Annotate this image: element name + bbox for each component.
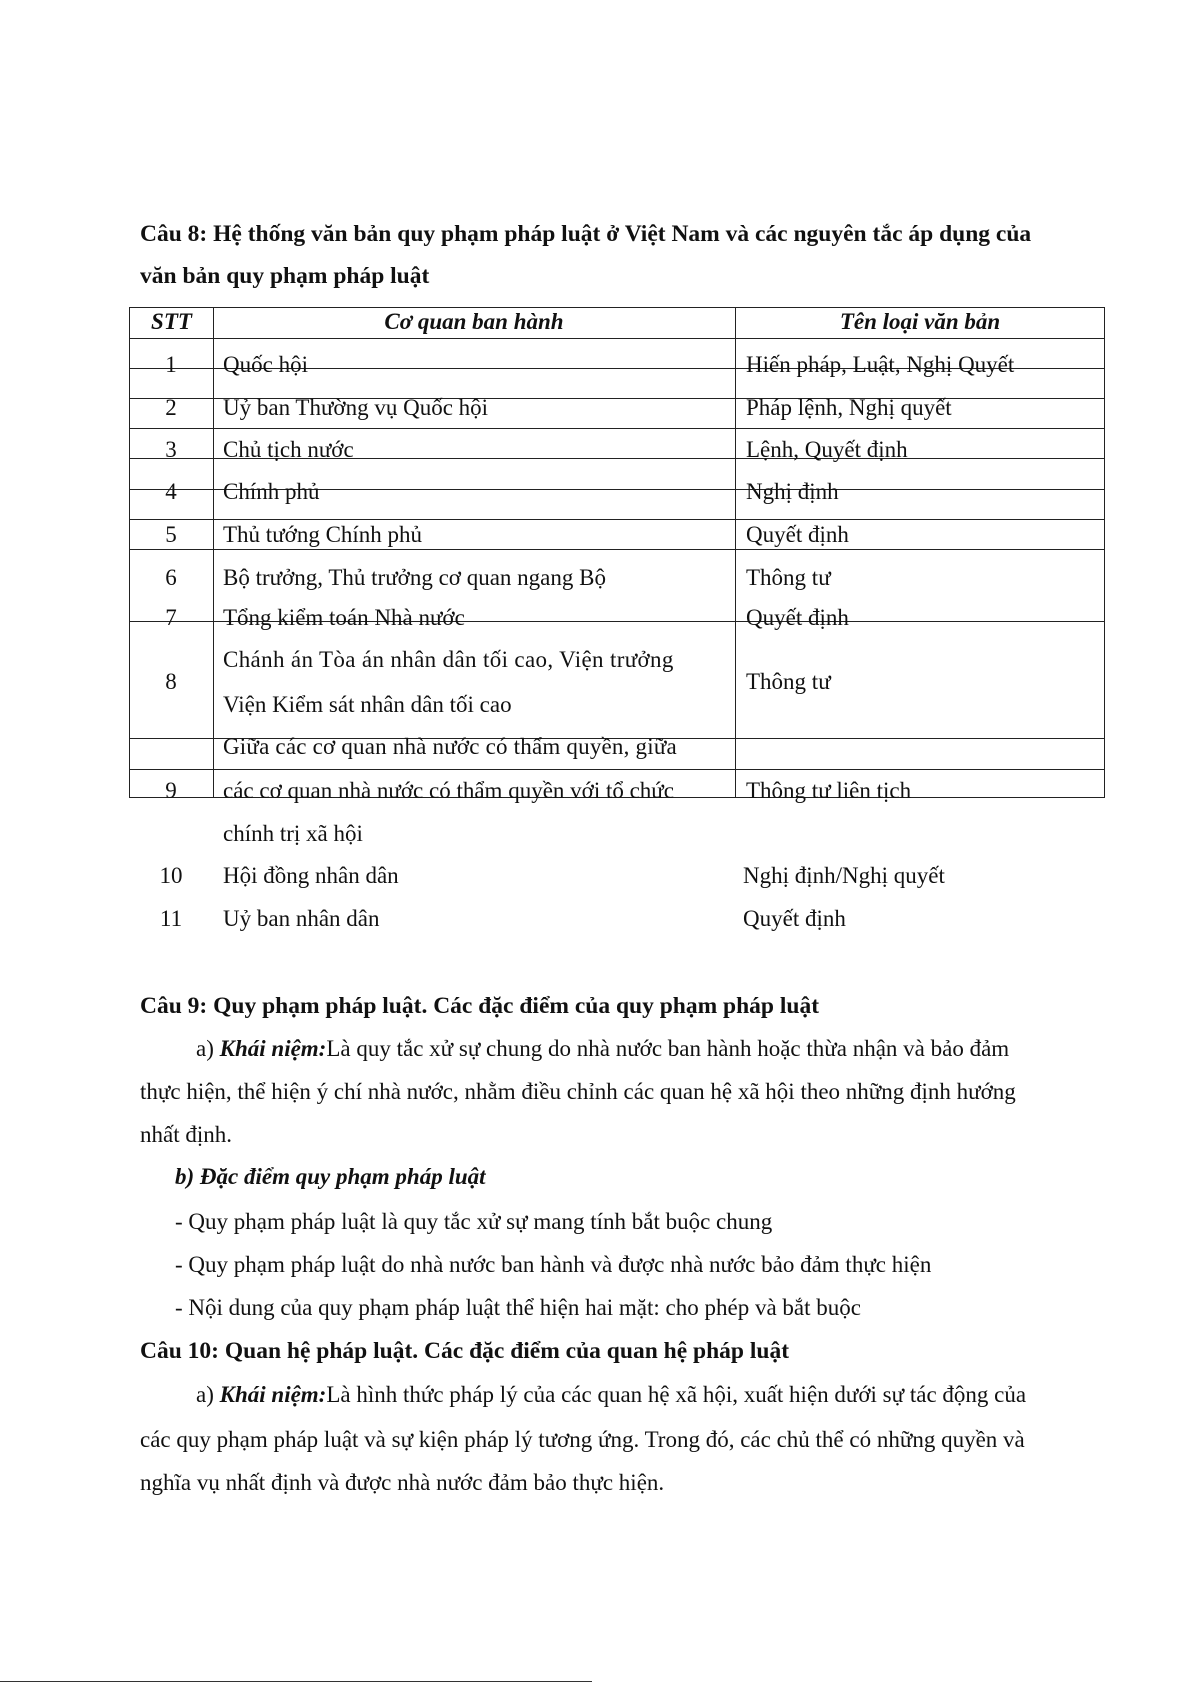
table-row-divider — [130, 519, 1104, 520]
table-cell-agency: Hội đồng nhân dân — [223, 863, 399, 888]
table-cell-stt: 8 — [165, 669, 177, 694]
table-cell-agency: Bộ trưởng, Thủ trưởng cơ quan ngang Bộ — [223, 565, 606, 590]
table-row-divider — [130, 338, 1104, 339]
cau9-a-prefix: a) — [196, 1036, 220, 1061]
table-cell-agency: chính trị xã hội — [223, 821, 363, 846]
table-cell-stt: 11 — [159, 906, 183, 931]
table-cell-agency: Uỷ ban nhân dân — [223, 906, 380, 931]
cau9-a-text: Là quy tắc xử sự chung do nhà nước ban hành hoặc thừa nhận và bảo đảm — [326, 1036, 1010, 1061]
table-cell-doc-type: Pháp lệnh, Nghị quyết — [746, 395, 952, 420]
table-cell-agency: Uỷ ban Thường vụ Quốc hội — [223, 395, 489, 420]
cau8-title-line1: Câu 8: Hệ thống văn bản quy phạm pháp luật ở Việt Nam và các nguyên tắc áp dụng của — [140, 221, 1032, 247]
document-type-table — [129, 307, 1105, 798]
table-row-divider — [130, 769, 1104, 770]
table-cell-doc-type: Lệnh, Quyết định — [746, 437, 908, 462]
table-cell-agency: Chánh án Tòa án nhân dân tối cao, Viện trưởng — [223, 647, 674, 672]
table-cell-agency: Tổng kiểm toán Nhà nước — [223, 605, 465, 630]
table-cell-doc-type: Hiến pháp, Luật, Nghị Quyết — [746, 352, 1015, 377]
table-cell-stt: 10 — [159, 863, 183, 888]
table-row-divider — [130, 549, 1104, 550]
cau8-title-line2: văn bản quy phạm pháp luật — [140, 263, 430, 289]
table-cell-doc-type: Quyết định — [746, 605, 849, 630]
table-col-divider — [735, 308, 736, 797]
cau10-a-text: Là hình thức pháp lý của các quan hệ xã hội, xuất hiện dưới sự tác động của — [326, 1382, 1027, 1407]
table-cell-agency: Chính phủ — [223, 479, 320, 504]
cau10-definition-line2: các quy phạm pháp luật và sự kiện pháp lý tương ứng. Trong đó, các chủ thể có những quyền và — [140, 1427, 1025, 1452]
table-cell-agency: các cơ quan nhà nước có thẩm quyền với tổ chức — [223, 778, 674, 803]
table-cell-doc-type: Quyết định — [746, 522, 849, 547]
table-cell-doc-type: Thông tư liên tịch — [746, 778, 912, 803]
cau10-title: Câu 10: Quan hệ pháp luật. Các đặc điểm của quan hệ pháp luật — [140, 1338, 790, 1364]
table-header-agency: Cơ quan ban hành — [384, 309, 564, 334]
cau9-definition-line1 — [196, 1035, 1009, 1063]
footer-divider — [0, 1681, 592, 1682]
table-cell-stt: 3 — [165, 437, 177, 462]
table-header-stt: STT — [151, 309, 192, 334]
table-cell-stt: 5 — [165, 522, 177, 547]
table-cell-agency: Viện Kiểm sát nhân dân tối cao — [223, 692, 512, 717]
table-cell-agency: Chủ tịch nước — [223, 437, 354, 462]
cau9-definition-line2: thực hiện, thể hiện ý chí nhà nước, nhằm điều chỉnh các quan hệ xã hội theo những định hướng — [140, 1079, 1016, 1104]
table-header-doc-type: Tên loại văn bản — [839, 309, 1001, 334]
table-cell-agency: Giữa các cơ quan nhà nước có thẩm quyền, giữa — [223, 734, 677, 759]
table-cell-stt: 7 — [165, 605, 177, 630]
cau9-a-term: Khái niệm: — [219, 1036, 327, 1061]
table-cell-stt: 6 — [165, 565, 177, 590]
table-cell-stt: 9 — [165, 778, 177, 803]
cau10-definition-line1 — [196, 1381, 1026, 1409]
cau9-bullet: - Quy phạm pháp luật là quy tắc xử sự mang tính bắt buộc chung — [175, 1209, 773, 1234]
cau9-definition-line3: nhất định. — [140, 1122, 232, 1147]
table-cell-doc-type: Thông tư — [746, 565, 831, 590]
cau10-a-term: Khái niệm: — [219, 1382, 327, 1407]
table-cell-agency: Quốc hội — [223, 352, 308, 377]
table-cell-doc-type: Quyết định — [743, 906, 846, 931]
table-cell-doc-type: Nghị định — [746, 479, 839, 504]
table-cell-doc-type: Nghị định/Nghị quyết — [743, 863, 945, 888]
cau9-b-title: b) Đặc điểm quy phạm pháp luật — [175, 1164, 486, 1189]
table-row-divider — [130, 428, 1104, 429]
table-cell-doc-type: Thông tư — [746, 669, 831, 694]
table-col-divider — [213, 308, 214, 797]
table-cell-agency: Thủ tướng Chính phủ — [223, 522, 423, 547]
cau10-definition-line3: nghĩa vụ nhất định và được nhà nước đảm bảo thực hiện. — [140, 1470, 665, 1495]
cau9-bullet: - Quy phạm pháp luật do nhà nước ban hành và được nhà nước bảo đảm thực hiện — [175, 1252, 932, 1277]
table-cell-stt: 4 — [165, 479, 177, 504]
cau9-title: Câu 9: Quy phạm pháp luật. Các đặc điểm của quy phạm pháp luật — [140, 993, 820, 1019]
table-cell-stt: 2 — [165, 395, 177, 420]
cau10-a-prefix: a) — [196, 1382, 220, 1407]
table-cell-stt: 1 — [165, 352, 177, 377]
cau9-bullet: - Nội dung của quy phạm pháp luật thể hiện hai mặt: cho phép và bắt buộc — [175, 1295, 861, 1320]
